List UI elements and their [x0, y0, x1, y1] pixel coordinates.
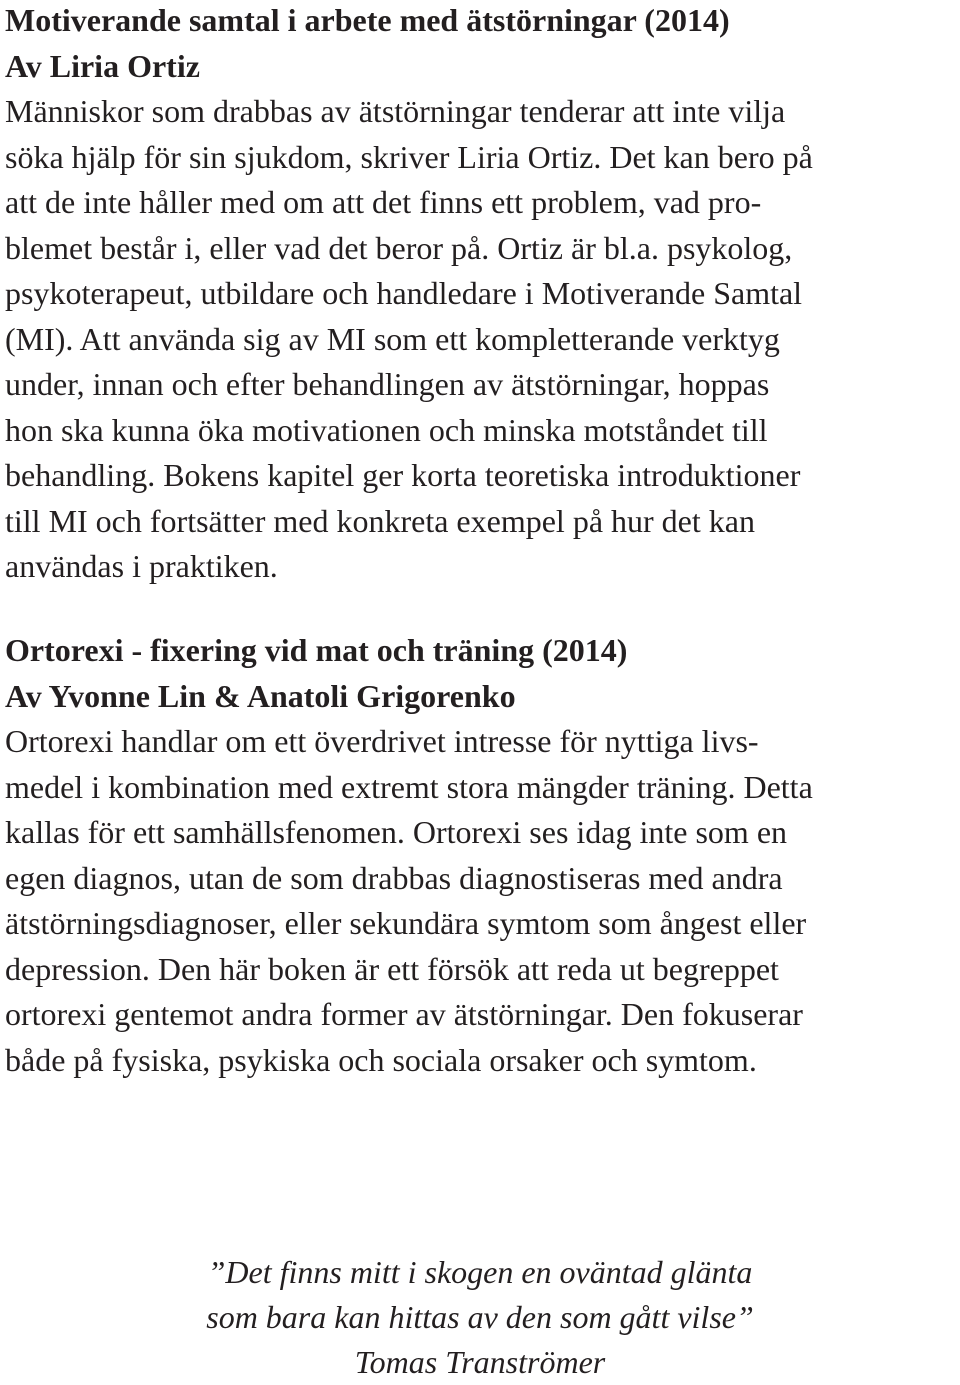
description-line: söka hjälp för sin sjukdom, skriver Liria Ortiz. Det kan bero på — [5, 138, 813, 175]
closing-quote — [0, 1250, 960, 1385]
description-line: under, innan och efter behandlingen av ätstörningar, hoppas — [5, 366, 770, 402]
description-line: ortorexi gentemot andra former av ätstörningar. Den fokuserar — [5, 996, 803, 1032]
book-description — [5, 719, 955, 1083]
description-line: psykoterapeut, utbildare och handledare i Motiverande Samtal — [5, 275, 803, 311]
description-line: kallas för ett samhällsfenomen. Ortorexi ses idag inte som en — [5, 814, 788, 850]
book-author: Av Yvonne Lin & Anatoli Grigorenko — [5, 677, 516, 714]
description-line: användas i praktiken. — [5, 548, 278, 584]
description-line: blemet består i, eller vad det beror på. Ortiz är bl.a. psykolog, — [5, 229, 793, 266]
book-description — [5, 89, 955, 590]
quote-line: ”Det finns mitt i skogen en oväntad glänta — [207, 1254, 753, 1290]
book-title: Ortorexi - fixering vid mat och träning (2014) — [5, 632, 628, 668]
description-line: både på fysiska, psykiska och sociala orsaker och symtom. — [5, 1041, 757, 1078]
description-line: Ortorexi handlar om ett överdrivet intresse för nyttiga livs- — [5, 723, 759, 759]
description-line: hon ska kunna öka motivationen och minska motståndet till — [5, 411, 768, 448]
book-title: Motiverande samtal i arbete med ätstörningar (2014) — [5, 2, 730, 38]
description-line: (MI). Att använda sig av MI som ett kompletterande verktyg — [5, 320, 780, 357]
description-line: medel i kombination med extremt stora mängder träning. Detta — [5, 768, 813, 805]
quote-author: Tomas Tranströmer — [354, 1344, 606, 1380]
description-line: behandling. Bokens kapitel ger korta teoretiska introduktioner — [5, 457, 801, 493]
description-line: egen diagnos, utan de som drabbas diagnostiseras med andra — [5, 859, 783, 896]
quote-line: som bara kan hittas av den som gått vilse” — [206, 1299, 754, 1335]
description-line: att de inte håller med om att det finns ett problem, vad pro- — [5, 184, 762, 220]
book-entry-motiverande-samtal — [5, 0, 955, 590]
description-line: depression. Den här boken är ett försök att reda ut begreppet — [5, 950, 779, 987]
description-line: ätstörningsdiagnoser, eller sekundära symtom som ångest eller — [5, 905, 807, 941]
book-entry-ortorexi — [5, 628, 955, 1083]
description-line: till MI och fortsätter med konkreta exempel på hur det kan — [5, 502, 755, 539]
description-line: Människor som drabbas av ätstörningar tenderar att inte vilja — [5, 93, 786, 129]
book-author: Av Liria Ortiz — [5, 47, 200, 84]
